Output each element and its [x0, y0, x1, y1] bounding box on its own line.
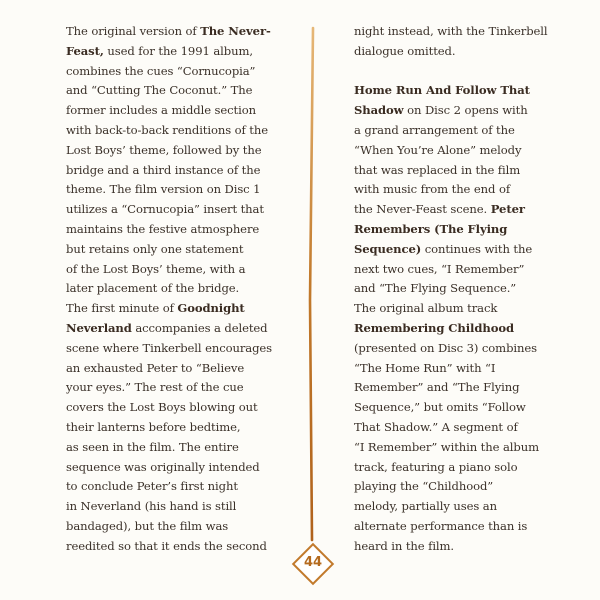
text-run: later placement of the bridge. [66, 281, 240, 296]
text-run: Remember” and “The Flying [354, 380, 520, 395]
text-line [354, 458, 586, 478]
text-line [354, 180, 586, 200]
text-line [354, 220, 586, 240]
text-line [354, 260, 586, 280]
text-run: to conclude Peter’s first night [66, 479, 238, 494]
right-text-column [354, 22, 586, 557]
text-run: The first minute of [66, 301, 178, 316]
text-run: “The Home Run” with “I [354, 360, 496, 375]
text-line [354, 398, 586, 418]
text-run: their lanterns before bedtime, [66, 419, 241, 434]
text-run: playing the “Childhood” [354, 479, 494, 494]
text-line [354, 22, 586, 42]
text-line [354, 101, 586, 121]
text-run: and “The Flying Sequence.” [354, 281, 517, 296]
text-line [354, 359, 586, 379]
paragraph-gap [354, 62, 586, 82]
text-run: night instead, with the Tinkerbell [354, 24, 548, 38]
text-run: theme. The film version on Disc 1 [66, 182, 261, 197]
text-line [354, 141, 586, 161]
text-run: but retains only one statement [66, 241, 244, 256]
text-run: reedited so that it ends the second [66, 538, 267, 553]
text-run: (presented on Disc 3) combines [354, 340, 537, 355]
text-run: The original album track [354, 301, 498, 316]
bold-track-title: Goodnight [177, 301, 245, 316]
text-run: your eyes.” The rest of the cue [66, 380, 244, 395]
text-run: “When You’re Alone” melody [354, 142, 522, 157]
text-run: on Disc 2 opens with [403, 103, 528, 118]
text-run: maintains the festive atmosphere [66, 221, 260, 236]
text-run: of the Lost Boys’ theme, with a [66, 261, 246, 276]
text-line [354, 537, 586, 557]
bold-track-title: Neverland [66, 320, 132, 335]
text-run: dialogue omitted. [354, 43, 456, 58]
text-run: in Neverland (his hand is still [66, 499, 237, 514]
text-line [354, 497, 586, 517]
text-run: alternate performance than is [354, 518, 528, 533]
text-run: sequence was originally intended [66, 459, 260, 474]
text-run: scene where Tinkerbell encourages [66, 340, 273, 355]
text-run: That Shadow.” A segment of [354, 419, 518, 434]
text-line [354, 240, 586, 260]
text-run: continues with the [421, 241, 533, 256]
text-line [354, 517, 586, 537]
bold-track-title: Feast, [66, 43, 104, 58]
text-line [354, 418, 586, 438]
text-line [354, 200, 586, 220]
text-run: as seen in the film. The entire [66, 439, 239, 454]
bold-track-title: Peter [490, 202, 525, 217]
text-run: former includes a middle section [66, 103, 256, 118]
text-run: combines the cues “Cornucopia” [66, 63, 256, 78]
text-run: next two cues, “I Remember” [354, 261, 525, 276]
text-line [354, 81, 586, 101]
text-run: used for the 1991 album, [103, 43, 253, 58]
text-run: melody, partially uses an [354, 499, 497, 514]
text-line [354, 299, 586, 319]
bold-track-title: Home Run And Follow That [354, 83, 530, 98]
bold-track-title: Remembers (The Flying [354, 221, 508, 236]
text-run: heard in the film. [354, 538, 455, 553]
bold-track-title: Shadow [354, 103, 404, 118]
text-line [354, 319, 586, 339]
text-run: “I Remember” within the album [354, 439, 539, 454]
text-line [354, 438, 586, 458]
text-line [354, 339, 586, 359]
text-run: utilizes a “Cornucopia” insert that [66, 202, 264, 217]
text-run: track, featuring a piano solo [354, 459, 518, 474]
text-run: the Never-Feast scene. [354, 202, 491, 217]
text-line [354, 477, 586, 497]
text-line [354, 279, 586, 299]
divider-line [310, 28, 313, 540]
text-run: that was replaced in the film [354, 162, 521, 177]
text-run: with back-to-back renditions of the [66, 122, 268, 137]
text-run: covers the Lost Boys blowing out [66, 400, 258, 415]
text-run: The original version of [66, 24, 201, 38]
text-line [354, 42, 586, 62]
text-run: a grand arrangement of the [354, 122, 515, 137]
text-run: Lost Boys’ theme, followed by the [66, 142, 262, 157]
text-run: bridge and a third instance of the [66, 162, 261, 177]
text-line [354, 161, 586, 181]
page-number: 44 [303, 555, 323, 570]
bold-track-title: Sequence) [354, 241, 422, 256]
text-line [354, 121, 586, 141]
text-run: an exhausted Peter to “Believe [66, 360, 245, 375]
text-line [354, 378, 586, 398]
text-run: with music from the end of [354, 182, 511, 197]
text-run: accompanies a deleted [131, 320, 268, 335]
text-run: bandaged), but the film was [66, 518, 229, 533]
bold-track-title: The Never- [200, 24, 271, 38]
text-run: and “Cutting The Coconut.” The [66, 83, 253, 98]
bold-track-title: Remembering Childhood [354, 320, 514, 335]
text-run: Sequence,” but omits “Follow [354, 400, 526, 415]
